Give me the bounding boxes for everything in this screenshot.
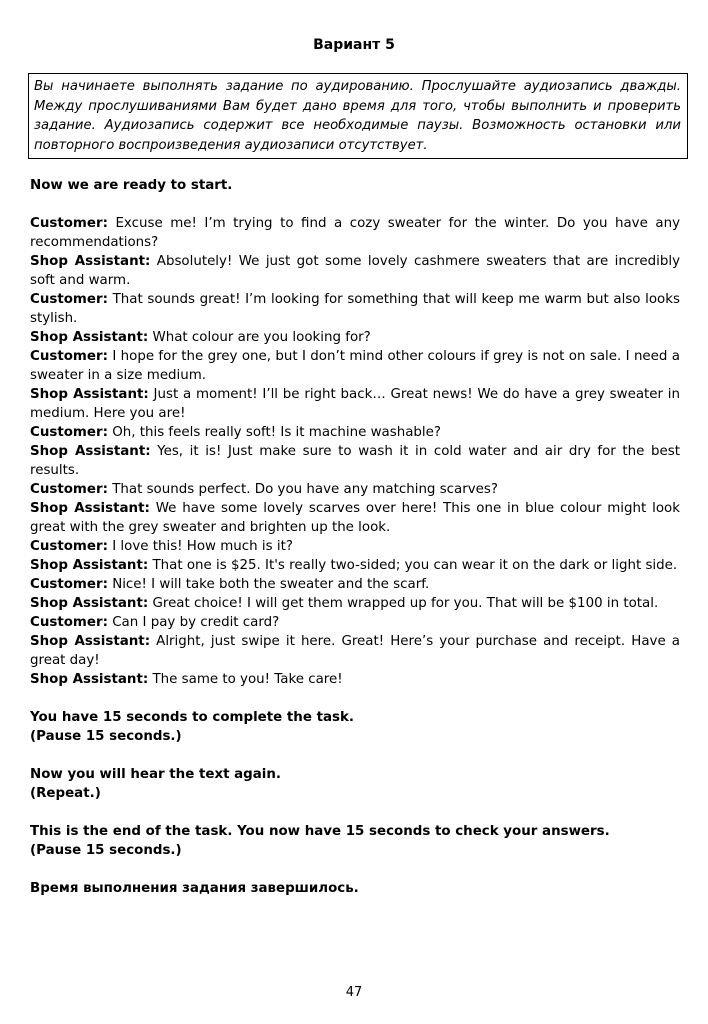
spacer <box>30 803 680 822</box>
speaker-label: Customer: <box>30 425 108 440</box>
time-over-line: Время выполнения задания завершилось. <box>30 881 359 896</box>
dialogue-line <box>30 347 680 385</box>
line-text: That one is $25. It's really two-sided; you can wear it on the dark or light side. <box>148 558 678 573</box>
repeat-line: (Repeat.) <box>30 786 101 801</box>
spacer <box>30 860 680 879</box>
page-number: 47 <box>345 985 363 1000</box>
pause-line: (Pause 15 seconds.) <box>30 729 182 744</box>
dialogue-line <box>30 442 680 480</box>
pause-line: (Pause 15 seconds.) <box>30 843 182 858</box>
line-text: Just a moment! I’ll be right back… Great news! We do have a grey sweater in medium. Here you are! <box>30 387 681 421</box>
dialogue-line <box>30 537 680 556</box>
page-title: Вариант 5 <box>313 37 395 53</box>
spacer <box>30 195 680 214</box>
line-text: Absolutely! We just got some lovely cashmere sweaters that are incredibly soft and warm. <box>30 254 680 288</box>
speaker-label: Shop Assistant: <box>30 254 151 269</box>
line-text: Alright, just swipe it here. Great! Here’s your purchase and receipt. Have a great day! <box>30 634 680 668</box>
dialogue-line <box>30 480 680 499</box>
speaker-label: Shop Assistant: <box>30 501 150 516</box>
end-task-line: This is the end of the task. You now have 15 seconds to check your answers. <box>30 824 610 839</box>
line-text: Nice! I will take both the sweater and the scarf. <box>107 577 430 592</box>
line-text: Oh, this feels really soft! Is it machine washable? <box>107 425 441 440</box>
speaker-label: Customer: <box>30 577 108 592</box>
dialogue-line <box>30 290 680 328</box>
line-text: Excuse me! I’m trying to find a cozy sweater for the winter. Do you have any recommendations? <box>30 216 680 250</box>
speaker-label: Customer: <box>30 292 108 307</box>
line-text: The same to you! Take care! <box>148 672 343 687</box>
line-text: Can I pay by credit card? <box>107 615 280 630</box>
dialogue-line <box>30 499 680 537</box>
dialogue-line <box>30 556 680 575</box>
line-text: Great choice! I will get them wrapped up for you. That will be $100 in total. <box>148 596 659 611</box>
line-text: That sounds perfect. Do you have any matching scarves? <box>107 482 498 497</box>
dialogue-line <box>30 385 680 423</box>
speaker-label: Shop Assistant: <box>30 596 149 611</box>
speaker-label: Customer: <box>30 349 108 364</box>
dialogue <box>30 214 680 689</box>
line-text: That sounds great! I’m looking for something that will keep me warm but also looks stylish. <box>30 292 680 326</box>
dialogue-line <box>30 575 680 594</box>
line-text: We have some lovely scarves over here! This one in blue colour might look great with the grey sweater and brighten up the look. <box>30 501 680 535</box>
start-line: Now we are ready to start. <box>30 178 233 193</box>
dialogue-line <box>30 214 680 252</box>
spacer <box>30 746 680 765</box>
dialogue-line <box>30 613 680 632</box>
instructions-text: Вы начинаете выполнять задание по аудированию. Прослушайте аудиозапись дважды. Между прослушиваниями Вам будет дано время для того, чтобы выполнить и проверить задание. Аудиозапись содержит все необходимые паузы. Возможность остановки или повторного воспроизведения аудиозаписи отсутствует. <box>34 79 681 153</box>
speaker-label: Customer: <box>30 615 108 630</box>
speaker-label: Shop Assistant: <box>30 672 149 687</box>
dialogue-line <box>30 594 680 613</box>
line-text: Yes, it is! Just make sure to wash it in cold water and air dry for the best results. <box>30 444 680 478</box>
line-text: I hope for the grey one, but I don’t mind other colours if grey is not on sale. I need a sweater in a size medium. <box>30 349 680 383</box>
speaker-label: Shop Assistant: <box>30 330 149 345</box>
task-time-line: You have 15 seconds to complete the task. <box>30 710 354 725</box>
speaker-label: Customer: <box>30 216 108 231</box>
speaker-label: Shop Assistant: <box>30 558 149 573</box>
speaker-label: Customer: <box>30 539 108 554</box>
transcript <box>30 176 680 898</box>
instructions-box <box>28 73 688 159</box>
speaker-label: Customer: <box>30 482 108 497</box>
dialogue-line <box>30 670 680 689</box>
line-text: What colour are you looking for? <box>148 330 371 345</box>
speaker-label: Shop Assistant: <box>30 634 151 649</box>
dialogue-line <box>30 423 680 442</box>
speaker-label: Shop Assistant: <box>30 387 149 402</box>
speaker-label: Shop Assistant: <box>30 444 151 459</box>
line-text: I love this! How much is it? <box>107 539 293 554</box>
dialogue-line <box>30 328 680 347</box>
dialogue-line <box>30 252 680 290</box>
hear-again-line: Now you will hear the text again. <box>30 767 282 782</box>
dialogue-line <box>30 632 680 670</box>
spacer <box>30 689 680 708</box>
